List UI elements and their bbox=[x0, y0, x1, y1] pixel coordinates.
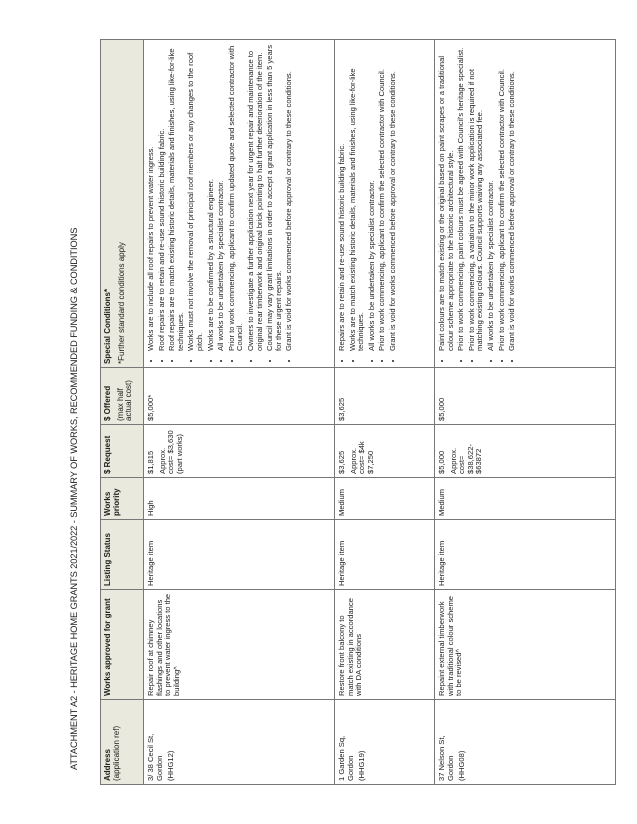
address-line: 1 Garden Sq, bbox=[337, 735, 346, 781]
condition-item: • Owners to investigate a further application next year for urgent repair and maintenance to original rear timberwork and original brick pointing to halt further deterioration of the item. bbox=[247, 43, 264, 351]
address-line: 3/ 38 Cecil St, bbox=[146, 733, 155, 781]
header-offered: $ Offered (max half actual cost) bbox=[101, 368, 144, 425]
condition-item: • Prior to work commencing, paint colours must be agreed with Council's heritage specialist. bbox=[457, 43, 466, 351]
condition-item: • Roof repairs are to match existing historic details, materials and finishes, using like-for-like techniques. bbox=[168, 43, 185, 351]
condition-item: • Grant is void for works commenced before approval or contrary to these conditions. bbox=[285, 43, 294, 351]
cell-works: Repaint external timberwork with traditional colour scheme to be revised^ bbox=[435, 590, 616, 700]
address-line: (HHG08) bbox=[457, 750, 467, 781]
cell-offered: $5,000 bbox=[435, 368, 616, 425]
request-amount: $3,625 bbox=[337, 450, 346, 474]
condition-item: • Repairs are to retain and re-use sound historic building fabric. bbox=[338, 43, 347, 351]
condition-item: • Grant is void for works commenced before approval or contrary to these conditions. bbox=[389, 43, 398, 351]
condition-item: • Works are to match existing historic details, materials and finishes, using like-for-like techniques. bbox=[349, 43, 366, 351]
condition-item: • Council may vary grant limitations in order to accept a grant application in less than 5 years for these urgent repairs. bbox=[266, 43, 283, 351]
document-title: ATTACHMENT A2 - HERITAGE HOME GRANTS 2021/2022 - SUMMARY OF WORKS, RECOMMENDED FUNDING & CONDITIONS bbox=[69, 227, 79, 770]
request-amount: $1,815 bbox=[146, 450, 155, 474]
condition-item: • Prior to work commencing, a variation to the minor work application is required if not matching existing colours. Council supports waiving any associated fee. bbox=[468, 43, 485, 351]
condition-item: • All works to be undertaken by specialist contractor. bbox=[368, 43, 377, 351]
request-amount: $5,000 bbox=[437, 450, 446, 474]
address-line: Gordon bbox=[345, 755, 355, 781]
header-address: Address (application ref) bbox=[101, 700, 144, 785]
table-row bbox=[435, 40, 616, 785]
address-line: (HHG19) bbox=[357, 750, 367, 781]
address-line: Gordon bbox=[445, 755, 455, 781]
address-line: 37 Nelson St, bbox=[437, 735, 446, 781]
condition-item: • Works are to include all roof repairs to prevent water ingress. bbox=[147, 43, 156, 351]
condition-item: • Works are to be confirmed by a structural engineer. bbox=[207, 43, 216, 351]
cell-address bbox=[435, 700, 616, 785]
cell-offered: $3,625 bbox=[335, 368, 435, 425]
cell-address bbox=[335, 700, 435, 785]
request-note: Approx. cost= $4k $7,250 bbox=[348, 441, 375, 474]
condition-item: • Paint colours are to match existing or the original based on paint scrapes or a traditional colour scheme appropriate to the historic architectural style. bbox=[438, 43, 455, 351]
condition-item: • Works must not involve the removal of principal roof members or any changes to the roof pitch. bbox=[187, 43, 204, 351]
table-header-row bbox=[101, 40, 144, 785]
condition-item: • Prior to work commencing, applicant to confirm the selected contractor with Council. bbox=[498, 43, 507, 351]
cell-works: Repair roof at chimney flashings and other locations to prevent water ingress to the building^ bbox=[144, 590, 335, 700]
request-note: Approx. cost= $3,630 (part works) bbox=[157, 430, 184, 474]
cell-conditions bbox=[335, 40, 435, 368]
cell-request bbox=[435, 425, 616, 478]
address-line: Gordon bbox=[154, 755, 164, 781]
cell-conditions bbox=[144, 40, 335, 368]
condition-item: • Grant is void for works commenced before approval or contrary to these conditions. bbox=[508, 43, 517, 351]
request-note: Approx. cost= $38,622- $63872 bbox=[448, 444, 484, 474]
condition-item: • Roof repairs are to retain and re-use sound historic building fabric. bbox=[158, 43, 167, 351]
condition-item: • All works to be undertaken by specialist contractor. bbox=[487, 43, 496, 351]
cell-address bbox=[144, 700, 335, 785]
header-special: Special Conditions* *Further standard conditions apply bbox=[101, 40, 144, 368]
cell-conditions bbox=[435, 40, 616, 368]
table-row bbox=[335, 40, 435, 785]
cell-works: Restore front balcony to match existing in accordance with DA conditions bbox=[335, 590, 435, 700]
header-listing: Listing Status bbox=[101, 520, 144, 590]
grants-table bbox=[100, 39, 616, 785]
header-works: Works approved for grant bbox=[101, 590, 144, 700]
address-line: (HHG12) bbox=[166, 750, 176, 781]
cell-request bbox=[144, 425, 335, 478]
condition-item: • All works to be undertaken by specialist contractor. bbox=[217, 43, 226, 351]
header-priority: Works priority bbox=[101, 478, 144, 520]
cell-listing: Heritage item bbox=[335, 520, 435, 590]
condition-item: • Prior to work commencing, applicant to confirm the selected contractor with Council. bbox=[378, 43, 387, 351]
cell-request bbox=[335, 425, 435, 478]
cell-priority: Medium bbox=[435, 478, 616, 520]
cell-priority: High bbox=[144, 478, 335, 520]
cell-priority: Medium bbox=[335, 478, 435, 520]
condition-item: • Prior to work commencing, applicant to confirm updated quote and selected contractor with Council. bbox=[228, 43, 245, 351]
table-row bbox=[144, 40, 335, 785]
cell-listing: Heritage item bbox=[144, 520, 335, 590]
header-request: $ Request bbox=[101, 425, 144, 478]
cell-offered: $5,000* bbox=[144, 368, 335, 425]
cell-listing: Heritage item bbox=[435, 520, 616, 590]
